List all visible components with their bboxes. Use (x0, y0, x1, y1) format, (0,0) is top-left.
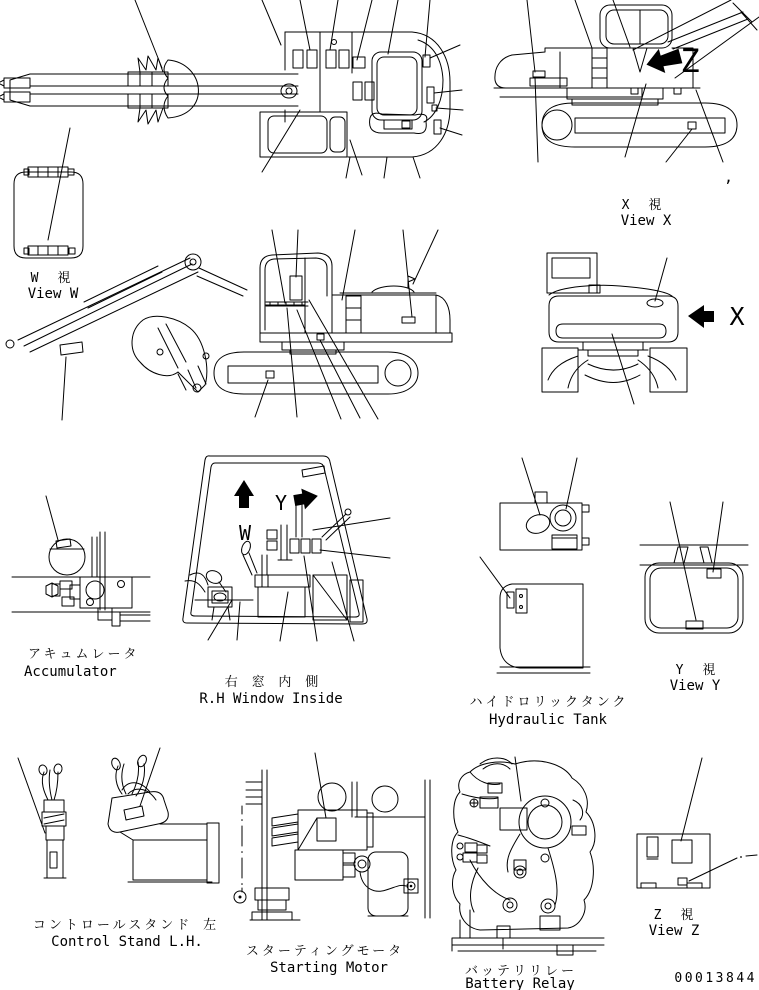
control-stand-label-en: Control Stand L.H. (51, 934, 203, 950)
view-y-drawing (640, 502, 748, 694)
view-y-direction-letter: Y (274, 491, 288, 515)
rh-window-inside-drawing (183, 456, 390, 707)
view-w-plate-drawing (14, 128, 83, 302)
view-y-direction-arrow-icon (292, 486, 319, 511)
view-x-label-ja: X 視 (621, 198, 665, 213)
control-stand-drawing (18, 748, 243, 950)
accumulator-label-en: Accumulator (24, 664, 117, 680)
view-y-label-ja: Y 視 (675, 663, 719, 678)
view-w-direction-letter: W (238, 521, 252, 545)
machine-side-view-drawing (6, 230, 452, 420)
machine-rear-view-drawing (542, 253, 745, 404)
rh-window-label-ja: 右 窓 内 側 (224, 675, 322, 690)
view-w-label-en: View W (27, 286, 79, 302)
accumulator-drawing (12, 496, 150, 680)
view-z-drawing (637, 758, 757, 939)
hydraulic-tank-label-en: Hydraulic Tank (488, 712, 608, 728)
view-x-direction-arrow-icon (688, 305, 714, 328)
comma-mark: , (724, 168, 734, 186)
view-x-label-en: View X (620, 213, 672, 229)
view-w-label-ja: W 視 (30, 271, 74, 286)
view-w-direction-arrow-icon (234, 480, 254, 508)
accumulator-label-ja: アキュムレータ (28, 647, 140, 662)
view-y-label-en: View Y (669, 678, 721, 694)
starting-motor-drawing (234, 753, 430, 976)
view-x-drawing (494, 0, 759, 229)
battery-relay-label-ja: バッテリリレー (464, 964, 578, 979)
battery-relay-drawing (452, 757, 604, 990)
rh-window-label-en: R.H Window Inside (199, 691, 343, 707)
starting-motor-label-ja: スターティングモータ (245, 944, 405, 959)
machine-top-view-drawing (0, 0, 463, 178)
view-z-label-ja: Z 視 (653, 908, 697, 923)
starting-motor-label-en: Starting Motor (269, 960, 389, 976)
hydraulic-tank-drawing (470, 458, 629, 728)
view-z-direction-arrow-icon (643, 44, 683, 77)
hydraulic-tank-label-ja: ハイドロリックタンク (469, 695, 629, 710)
view-x-direction-letter: X (729, 302, 745, 331)
control-stand-label-ja: コントロールスタンド 左 (32, 918, 220, 933)
document-number: 00013844 (674, 971, 757, 986)
battery-relay-label-en: Battery Relay (465, 976, 575, 990)
view-z-direction-letter: Z (680, 42, 700, 80)
view-z-label-en: View Z (648, 923, 700, 939)
